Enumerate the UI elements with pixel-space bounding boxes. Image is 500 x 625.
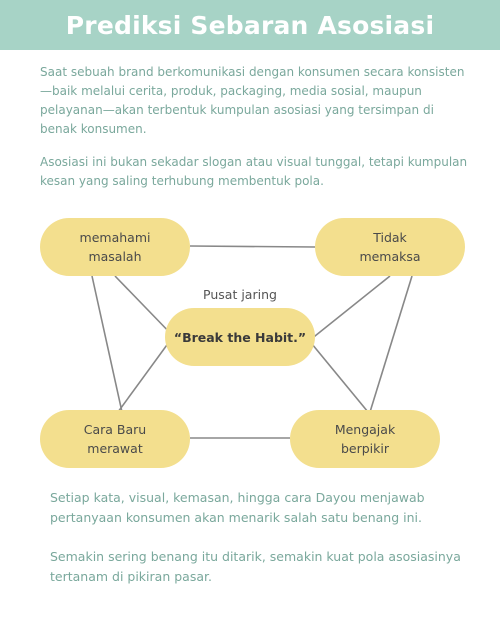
link-hub-br: [312, 344, 368, 412]
outro-paragraph-2: Semakin sering benang itu ditarik, semakin kuat pola asosiasinya tertanam di pikiran pasar.: [50, 549, 461, 584]
node-memahami-masalah: [40, 218, 190, 276]
node-label-line: berpikir: [340, 441, 390, 456]
node-mengajak-berpikir: [290, 410, 440, 468]
node-label-line: memaksa: [359, 249, 421, 264]
node-label-line: masalah: [88, 249, 142, 264]
node-hub-break-the-habit: [165, 308, 315, 366]
link-tl-bl: [92, 276, 122, 412]
intro-paragraph-1: Saat sebuah brand berkomunikasi dengan konsumen secara konsisten—baik melalui cerita, produk, packaging, media sosial, maupun pelayanan—akan terbentuk kumpulan asosiasi yang tersimpan di benak konsumen.: [40, 65, 465, 136]
link-tr-hub: [310, 276, 390, 340]
node-label-line: merawat: [87, 441, 143, 456]
node-label-line: Mengajak: [334, 422, 396, 437]
node-label-line: Cara Baru: [83, 422, 147, 437]
node-label-line: Tidak: [373, 230, 407, 245]
intro-paragraph-2: Asosiasi ini bukan sekadar slogan atau visual tunggal, tetapi kumpulan kesan yang saling terhubung membentuk pola.: [40, 155, 468, 188]
node-label-line: memahami: [79, 230, 151, 245]
hub-label-text: “Break the Habit.”: [173, 329, 307, 345]
link-tl-tr: [190, 246, 315, 247]
link-hub-bl: [118, 338, 172, 412]
outro-paragraph-1: Setiap kata, visual, kemasan, hingga cara Dayou menjawab pertanyaan konsumen akan menarik salah satu benang ini.: [50, 490, 425, 525]
hub-caption: Pusat jaring: [203, 287, 277, 302]
node-cara-baru-merawat: [40, 410, 190, 468]
link-tr-br: [370, 276, 412, 412]
page-title: Prediksi Sebaran Asosiasi: [65, 10, 435, 40]
node-tidak-memaksa: [315, 218, 465, 276]
